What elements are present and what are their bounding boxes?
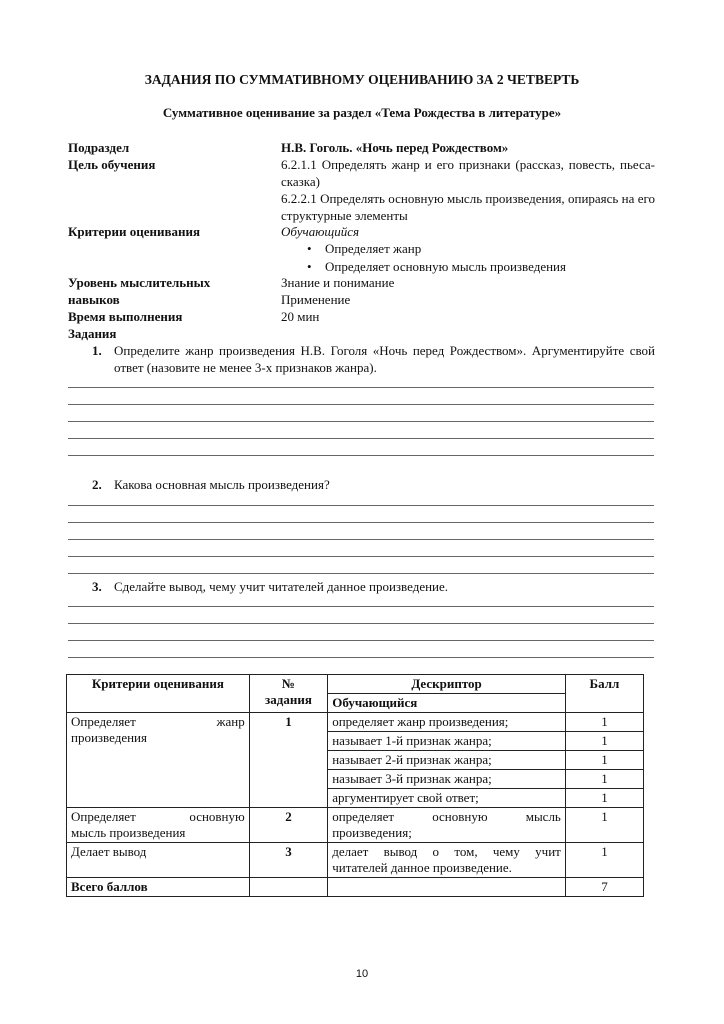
- score-cell: 1: [565, 751, 643, 770]
- header-learner: Обучающийся: [328, 694, 566, 713]
- descriptor-cell: делает вывод о том, чему учит читателей данное произведение.: [328, 843, 566, 878]
- descriptor-cell: определяет жанр произведения;: [328, 713, 566, 732]
- task-3: 3. Сделайте вывод, чему учит читателей данное произведение.: [92, 579, 449, 594]
- document-title: ЗАДАНИЯ ПО СУММАТИВНОМУ ОЦЕНИВАНИЮ ЗА 2 ЧЕТВЕРТЬ: [144, 72, 580, 87]
- criteria-list: [281, 240, 655, 276]
- answer-line[interactable]: [68, 623, 654, 624]
- answer-line[interactable]: [68, 455, 654, 456]
- total-score: 7: [565, 878, 643, 897]
- time-label: Время выполнения: [68, 309, 183, 324]
- score-cell: 1: [565, 713, 643, 732]
- answer-line[interactable]: [68, 539, 654, 540]
- criteria-item: • Определяет основную мысль произведения: [307, 259, 566, 274]
- section-subtitle: Суммативное оценивание за раздел «Тема Рождества в литературе»: [162, 105, 562, 120]
- answer-line[interactable]: [68, 522, 654, 523]
- goal-2: 6.2.2.1 Определять основную мысль произведения, опираясь на его структурные элементы: [281, 191, 655, 223]
- criterion-cell: Делает вывод: [67, 843, 250, 878]
- time-value: 20 мин: [281, 309, 320, 324]
- answer-line[interactable]: [68, 404, 654, 405]
- empty-cell: [249, 878, 327, 897]
- bullet-icon: •: [307, 241, 312, 256]
- header-criteria: Критерии оценивания: [67, 675, 250, 713]
- score-cell: 1: [565, 808, 643, 843]
- header-score: Балл: [565, 675, 643, 713]
- answer-line[interactable]: [68, 640, 654, 641]
- descriptor-cell: называет 2-й признак жанра;: [328, 751, 566, 770]
- answer-line[interactable]: [68, 573, 654, 574]
- header-descriptor: Дескриптор: [328, 675, 566, 694]
- score-cell: 1: [565, 843, 643, 878]
- goal-label: Цель обучения: [68, 157, 156, 172]
- answer-line[interactable]: [68, 438, 654, 439]
- answer-line[interactable]: [68, 657, 654, 658]
- table-row: [67, 713, 644, 732]
- table-header-row: [67, 675, 644, 694]
- task-2: 2. Какова основная мысль произведения?: [92, 477, 330, 492]
- answer-line[interactable]: [68, 606, 654, 607]
- tasks-label: Задания: [68, 326, 117, 341]
- criterion-cell: Определяет основную мысль произведения: [67, 808, 250, 843]
- criteria-item: • Определяет жанр: [307, 241, 422, 256]
- descriptor-cell: аргументирует свой ответ;: [328, 789, 566, 808]
- total-row: [67, 878, 644, 897]
- header-task-number: № задания: [249, 675, 327, 713]
- bullet-icon: •: [307, 259, 312, 274]
- descriptor-cell: определяет основную мысль произведения;: [328, 808, 566, 843]
- skill-value: Знание и понимание Применение: [281, 275, 395, 307]
- criteria-label: Критерии оценивания: [68, 224, 201, 239]
- table-row: [67, 808, 644, 843]
- skill-label: Уровень мыслительных навыков: [68, 275, 211, 307]
- subsection-value: Н.В. Гоголь. «Ночь перед Рождеством»: [281, 140, 509, 155]
- subsection-label: Подраздел: [68, 140, 130, 155]
- descriptor-cell: называет 1-й признак жанра;: [328, 732, 566, 751]
- task-number-cell: 3: [249, 843, 327, 878]
- goal-1: 6.2.1.1 Определять жанр и его признаки (рассказ, повесть, пьеса-сказка): [281, 157, 655, 189]
- task-number-cell: 2: [249, 808, 327, 843]
- task-1: 1. Определите жанр произведения Н.В. Гоголя «Ночь перед Рождеством». Аргументируйте свой ответ (назовите не менее 3-х признаков жанра).: [92, 343, 655, 375]
- criteria-intro: Обучающийся: [281, 224, 360, 239]
- assessment-table: [66, 674, 644, 897]
- table-row: [67, 843, 644, 878]
- page-number: 10: [355, 968, 369, 980]
- descriptor-cell: называет 3-й признак жанра;: [328, 770, 566, 789]
- answer-line[interactable]: [68, 421, 654, 422]
- score-cell: 1: [565, 732, 643, 751]
- score-cell: 1: [565, 770, 643, 789]
- score-cell: 1: [565, 789, 643, 808]
- answer-line[interactable]: [68, 556, 654, 557]
- answer-line[interactable]: [68, 387, 654, 388]
- empty-cell: [328, 878, 566, 897]
- answer-line[interactable]: [68, 505, 654, 506]
- criterion-cell: Определяет жанр произведения: [67, 713, 250, 808]
- task-number-cell: 1: [249, 713, 327, 808]
- total-label: Всего баллов: [67, 878, 250, 897]
